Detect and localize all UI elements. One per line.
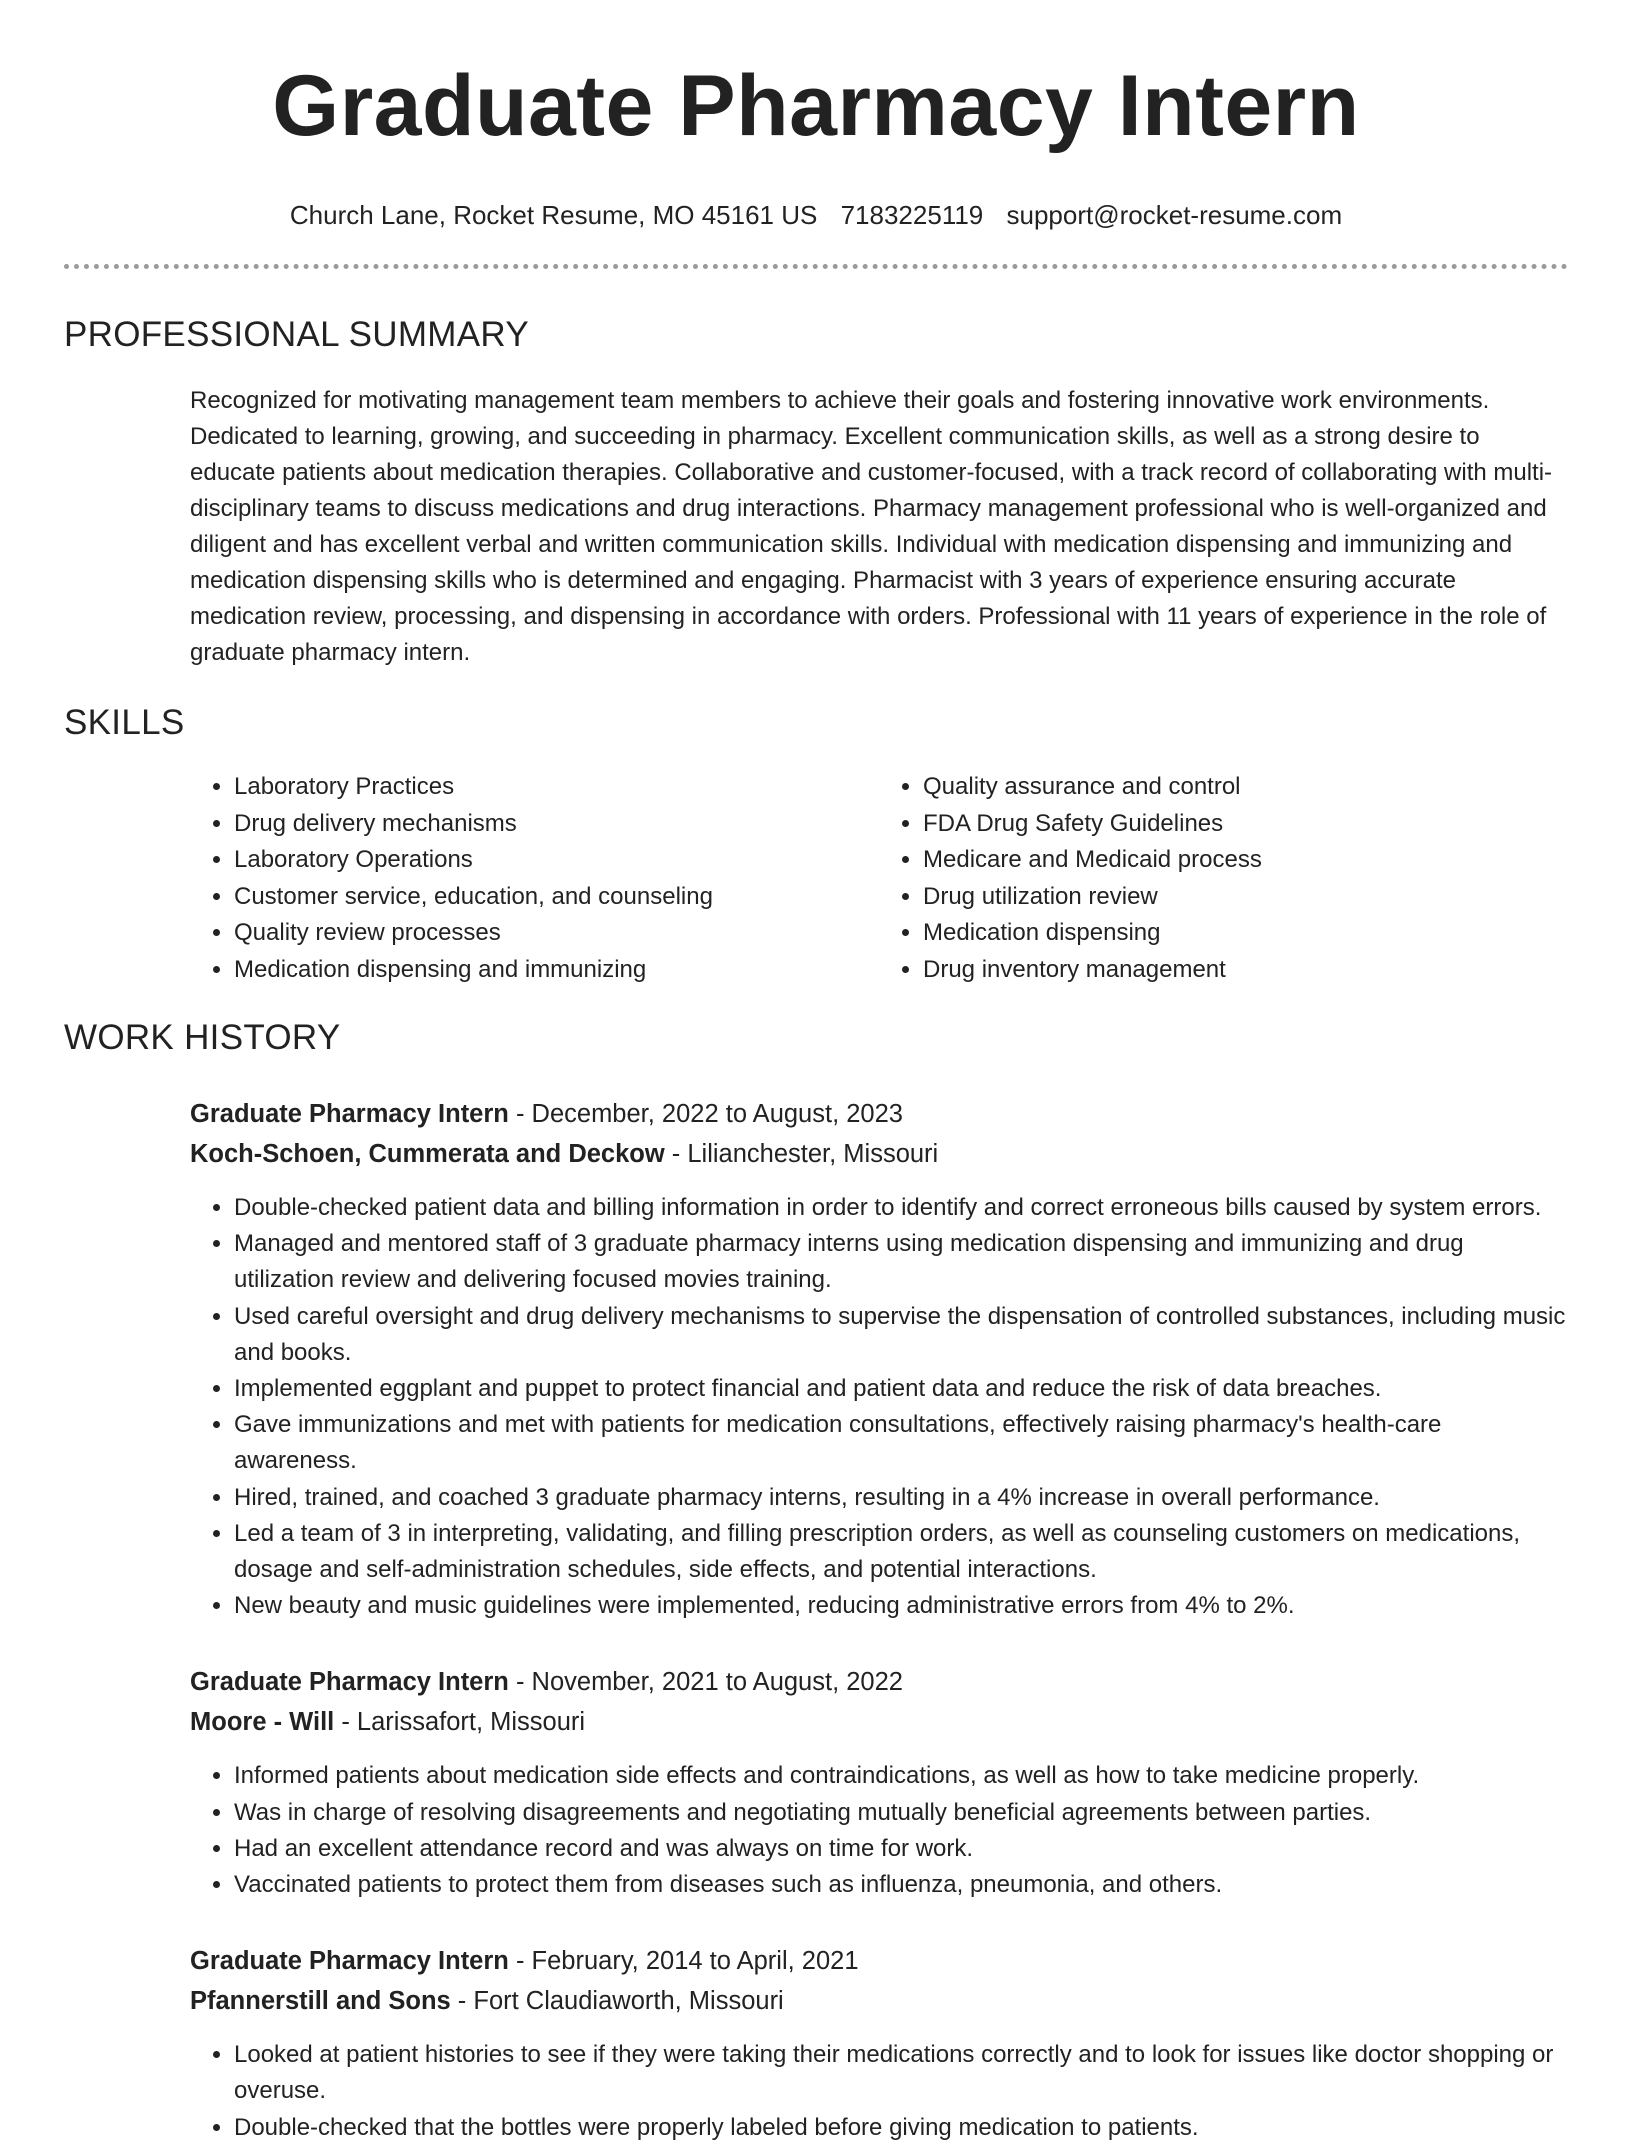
- header-divider: [64, 264, 1568, 269]
- job-company-line: [190, 1702, 1568, 1742]
- job-bullet: • Managed and mentored staff of 3 graduate pharmacy interns using medication dispensing and immunizing and drug utilization review and delivering focused movies training.: [234, 1226, 1568, 1298]
- job-dates: - December, 2022 to August, 2023: [508, 1100, 903, 1128]
- summary-heading: PROFESSIONAL SUMMARY: [64, 315, 529, 354]
- job-company: Koch-Schoen, Cummerata and Deckow: [190, 1140, 665, 1168]
- work-history-heading: WORK HISTORY: [64, 1018, 341, 1057]
- skill-item: • Drug utilization review: [923, 879, 1568, 916]
- job-location: - Lilianchester, Missouri: [664, 1140, 939, 1168]
- job-company: Pfannerstill and Sons: [190, 1987, 451, 2016]
- job-company-line: [190, 1981, 1568, 2021]
- job-title-line: [190, 1941, 1568, 1981]
- job-role: Graduate Pharmacy Intern: [190, 1100, 509, 1128]
- work-history-section: [0, 1016, 1632, 2146]
- skill-item: • Medicare and Medicaid process: [923, 842, 1568, 879]
- skill-item: • Laboratory Practices: [234, 769, 879, 806]
- skill-item: • Drug inventory management: [923, 952, 1568, 989]
- professional-summary-section: [0, 313, 1632, 671]
- job-bullet: • Led a team of 3 in interpreting, validating, and filling prescription orders, as well as counseling customers on medications, dosage and self-administration schedules, side effects, and potential interactions.: [234, 1516, 1568, 1588]
- skill-item: • Quality review processes: [234, 915, 879, 952]
- skill-item: • Quality assurance and control: [923, 769, 1568, 806]
- job-entry-1: [190, 1094, 1568, 1624]
- job-bullet: • Informed patients about medication side effects and contraindications, as well as how to take medicine properly.: [234, 1758, 1568, 1794]
- summary-text: Recognized for motivating management team members to achieve their goals and fostering innovative work environments. Dedicated to learning, growing, and succeeding in pharmacy. Excellent communication skills, as well as a strong desire to educate patients about medication therapies. Collaborative and customer-focused, with a track record of collaborating with multi-disciplinary teams to discuss medications and drug interactions. Pharmacy management professional who is well-organized and diligent and has excellent verbal and written communication skills. Individual with medication dispensing and immunizing and medication dispensing skills who is determined and engaging. Pharmacist with 3 years of experience ensuring accurate medication review, processing, and dispensing in accordance with orders. Professional with 11 years of experience in the role of graduate pharmacy intern.: [190, 387, 1553, 666]
- job-bullet: • New beauty and music guidelines were implemented, reducing administrative errors from 4% to 2%.: [234, 1588, 1568, 1624]
- job-bullet: • Double-checked that the bottles were properly labeled before giving medication to patients.: [234, 2110, 1568, 2146]
- job-bullets: [190, 2037, 1568, 2146]
- job-role: Graduate Pharmacy Intern: [190, 1947, 509, 1976]
- skill-item: • Customer service, education, and counseling: [234, 879, 879, 916]
- skills-list-right: [879, 769, 1568, 988]
- job-company: Moore - Will: [190, 1708, 335, 1737]
- job-bullet: • Used careful oversight and drug delivery mechanisms to supervise the dispensation of controlled substances, including music and books.: [234, 1299, 1568, 1371]
- job-dates: - February, 2014 to April, 2021: [508, 1947, 859, 1976]
- job-location: - Larissafort, Missouri: [334, 1708, 586, 1737]
- job-entry-3: [190, 1941, 1568, 2146]
- job-location: - Fort Claudiaworth, Missouri: [450, 1987, 784, 2016]
- skills-section: [0, 701, 1632, 988]
- job-title-line: [190, 1094, 1568, 1134]
- job-bullet: • Hired, trained, and coached 3 graduate pharmacy interns, resulting in a 4% increase in overall performance.: [234, 1480, 1568, 1516]
- job-entry-2: [190, 1662, 1568, 1903]
- job-company-line: [190, 1134, 1568, 1174]
- skill-item: • Medication dispensing: [923, 915, 1568, 952]
- job-bullet: • Double-checked patient data and billing information in order to identify and correct erroneous bills caused by system errors.: [234, 1190, 1568, 1226]
- skill-item: • Medication dispensing and immunizing: [234, 952, 879, 989]
- job-bullet: • Was in charge of resolving disagreements and negotiating mutually beneficial agreements between parties.: [234, 1795, 1568, 1831]
- contact-line: [0, 198, 1632, 232]
- job-bullet: • Had an excellent attendance record and was always on time for work.: [234, 1831, 1568, 1867]
- skills-heading: SKILLS: [64, 703, 185, 742]
- skills-list-left: [190, 769, 879, 988]
- contact-address: Church Lane, Rocket Resume, MO 45161 US: [289, 200, 818, 230]
- job-bullet: • Vaccinated patients to protect them from diseases such as influenza, pneumonia, and others.: [234, 1867, 1568, 1903]
- skill-item: • Laboratory Operations: [234, 842, 879, 879]
- candidate-name: Graduate Pharmacy Intern: [272, 58, 1360, 154]
- skills-columns: [190, 769, 1568, 988]
- job-bullet: • Looked at patient histories to see if they were taking their medications correctly and to look for issues like doctor shopping or overuse.: [234, 2037, 1568, 2109]
- contact-phone: 7183225119: [840, 200, 984, 230]
- job-bullets: [190, 1190, 1568, 1624]
- job-bullets: [190, 1758, 1568, 1903]
- job-role: Graduate Pharmacy Intern: [190, 1668, 509, 1697]
- skill-item: • Drug delivery mechanisms: [234, 806, 879, 843]
- job-bullet: • Gave immunizations and met with patients for medication consultations, effectively raising pharmacy's health-care awareness.: [234, 1407, 1568, 1479]
- job-title-line: [190, 1662, 1568, 1702]
- contact-email: support@rocket-resume.com: [1006, 200, 1343, 230]
- job-dates: - November, 2021 to August, 2022: [508, 1668, 903, 1697]
- job-bullet: • Implemented eggplant and puppet to protect financial and patient data and reduce the risk of data breaches.: [234, 1371, 1568, 1407]
- skill-item: • FDA Drug Safety Guidelines: [923, 806, 1568, 843]
